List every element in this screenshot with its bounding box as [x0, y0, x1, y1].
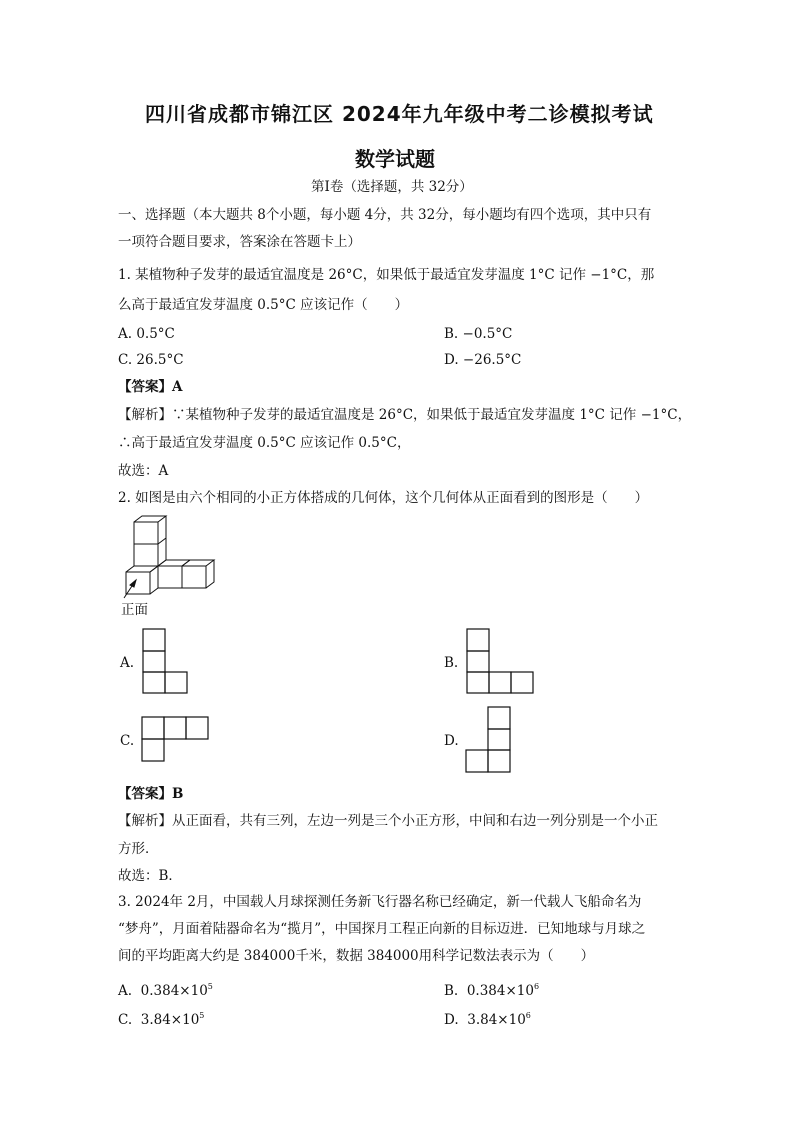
front-label: 正面 [121, 602, 148, 618]
q3-option-d [444, 1006, 531, 1030]
q2-choose: 故选：B． [118, 868, 182, 884]
q2-analysis-line1: 【解析】从正面看，共有三列，左边一列是三个小正方形，中间和右边一列分别是一个小正 [118, 813, 658, 829]
q2-option-d-figure [465, 706, 511, 773]
page-title: 四川省成都市锦江区 2024年九年级中考二诊模拟考试 [145, 102, 654, 126]
q1-option-c: C. 26.5°C [118, 352, 184, 368]
q3-option-d-label: D. [444, 1012, 459, 1028]
q3-option-c-label: C. [118, 1012, 133, 1028]
q1-answer: 【答案】A [118, 379, 183, 395]
q3-option-a [118, 977, 213, 1001]
q2-answer: 【答案】B [118, 786, 184, 802]
q2-option-a-label: A. [120, 655, 135, 671]
q3-stem-line1: 3. 2024年 2月，中国载人月球探测任务新飞行器名称已经确定，新一代载人飞船命名为 [118, 894, 642, 910]
q3-option-c-base: 3.84×10 [140, 1012, 200, 1028]
q3-option-d-base: 3.84×10 [467, 1012, 526, 1028]
q3-option-b-base: 0.384×10 [466, 983, 534, 999]
q3-stem-line3: 间的平均距离大约是 384000千米，数据 384000用科学记数法表示为（ ） [118, 948, 595, 964]
q3-option-c-exp: 5 [199, 1011, 205, 1020]
q1-analysis-line2: ∴高于最适宜发芽温度 0.5°C 应该记作 0.5°C， [118, 435, 411, 451]
q1-choose: 故选：A [118, 463, 169, 479]
q3-option-a-label: A. [118, 983, 133, 999]
q1-option-b: B. −0.5°C [444, 326, 513, 342]
q3-option-b-exp: 6 [533, 982, 540, 991]
q3-option-b-label: B. [444, 983, 459, 999]
section-instructions-line2: 一项符合题目要求，答案涂在答题卡上） [118, 234, 361, 250]
q1-option-a: A. 0.5°C [118, 326, 175, 342]
q1-stem-line1: 1. 某植物种子发芽的最适宜温度是 26°C，如果低于最适宜发芽温度 1°C 记作 −1°C，那 [118, 267, 655, 283]
q3-option-b [444, 977, 539, 1001]
q2-option-a-figure [142, 628, 188, 694]
q3-option-d-exp: 6 [525, 1011, 531, 1020]
section-instructions-line1: 一、选择题（本大题共 8个小题，每小题 4分，共 32分，每小题均有四个选项，其中只有 [118, 207, 652, 223]
q2-option-c-figure [141, 716, 209, 762]
q2-stem: 2. 如图是由六个相同的小正方体搭成的几何体，这个几何体从正面看到的图形是（ ） [118, 490, 649, 506]
q2-option-b-figure [466, 628, 534, 694]
q1-analysis-line1: 【解析】∵某植物种子发芽的最适宜温度是 26°C，如果低于最适宜发芽温度 1°C 记作 −1°C， [118, 407, 692, 423]
q3-option-a-exp: 5 [207, 982, 213, 991]
q1-stem-line2: 么高于最适宜发芽温度 0.5°C 应该记作（ ） [118, 297, 409, 313]
q3-option-c [118, 1006, 204, 1030]
q2-option-c-label: C. [120, 733, 135, 749]
q1-option-d: D. −26.5°C [444, 352, 522, 368]
cube-figure [118, 512, 218, 612]
q3-option-a-base: 0.384×10 [140, 983, 208, 999]
q2-option-d-label: D. [444, 733, 459, 749]
q2-analysis-line2: 方形． [118, 841, 159, 857]
volume-heading: 第Ⅰ卷（选择题，共 32分） [311, 179, 473, 195]
page-subtitle: 数学试题 [355, 147, 435, 171]
q3-stem-line2: “梦舟”，月面着陆器命名为“揽月”，中国探月工程正向新的目标迈进．已知地球与月球之 [118, 921, 646, 937]
q2-option-b-label: B. [444, 655, 459, 671]
